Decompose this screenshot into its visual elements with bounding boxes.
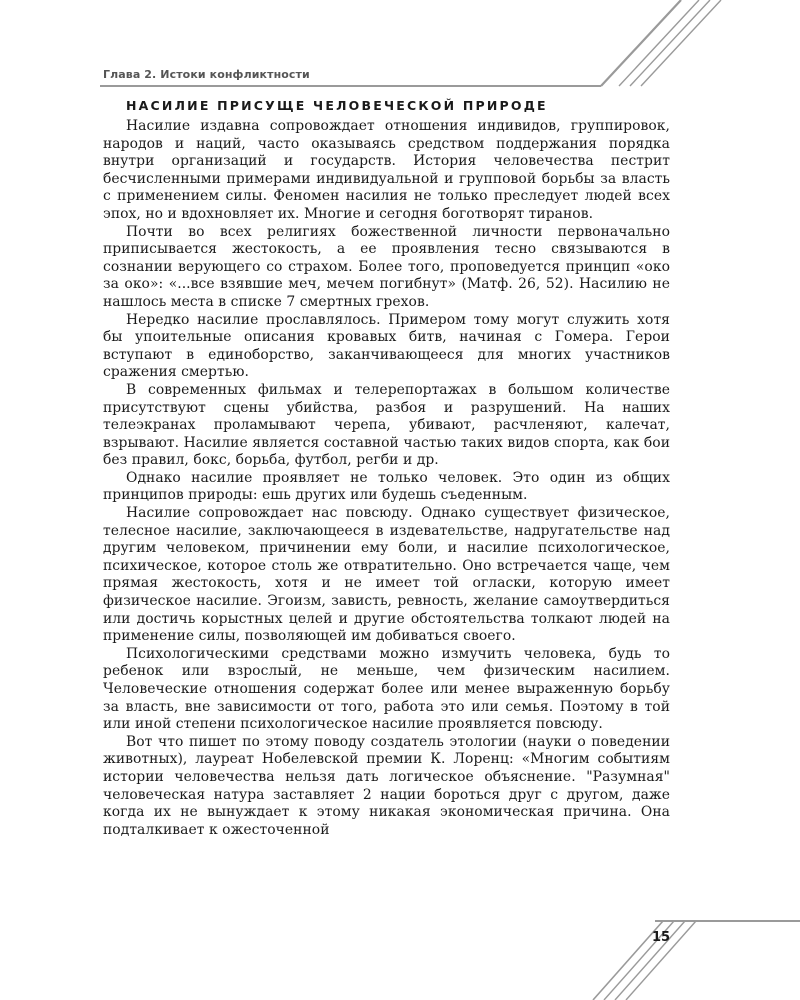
main-text (103, 96, 670, 839)
paragraph: Вот что пишет по этому поводу создатель этологии (науки о поведении животных), лауреат Нобелевской премии К. Лоренц: «Многим событиям истории человечества нельзя дать логическое объяснение. "Разумная" человеческая натура заставляет 2 нации бороться друг с другом, даже когда их не вынуждает к этому никакая экономическая причина. Она подталкивает к ожесточенной (103, 733, 670, 838)
paragraph: Насилие сопровождает нас повсюду. Однако существует физическое, телесное насилие, заключающееся в издевательстве, надругательстве над другим человеком, причинении ему боли, и насилие психологическое, психическое, которое столь же отвратительно. Оно встречается чаще, чем прямая жестокость, хотя и не имеет той огласки, которую имеет физическое насилие. Эгоизм, зависть, ревность, желание самоутвердиться или достичь корыстных целей и другие обстоятельства толкают людей на применение силы, позволяющей им добиваться своего. (103, 505, 670, 645)
paragraph: Нередко насилие прославлялось. Примером тому могут служить хотя бы упоительные описания кровавых битв, начиная с Гомера. Герои вступают в единоборство, заканчивающееся для многих участников сражения смертью. (103, 311, 670, 381)
running-head: Глава 2. Истоки конфликтности (103, 68, 310, 81)
page-number: 15 (652, 930, 671, 945)
section-title: НАСИЛИЕ ПРИСУЩЕ ЧЕЛОВЕЧЕСКОЙ ПРИРОДЕ (126, 98, 548, 113)
paragraph: Насилие издавна сопровождает отношения индивидов, группировок, народов и наций, часто оказываясь средством поддержания порядка внутри организаций и государств. История человечества пестрит бесчисленными примерами индивидуальной и групповой борьбы за власть с применением силы. Феномен насилия не только преследует людей всех эпох, но и вдохновляет их. Многие и сегодня боготворят тиранов. (103, 118, 670, 222)
paragraph: Психологическими средствами можно измучить человека, будь то ребенок или взрослый, не меньше, чем физическим насилием. Человеческие отношения содержат более или менее выраженную борьбу за власть, вне зависимости от того, работа это или семья. Поэтому в той или иной степени психологическое насилие проявляется повсюду. (103, 645, 670, 733)
header-stripes-decoration (601, 0, 721, 86)
paragraph: Почти во всех религиях божественной личности первоначально приписывается жестокость, а ее проявления тесно связываются в сознании верующего со страхом. Более того, проповедуется принцип «око за око»: «...все взявшие меч, мечем погибнут» (Матф. 26, 52). Насилию не нашлось места в списке 7 смертных грехов. (103, 223, 670, 310)
paragraph: В современных фильмах и телерепортажах в большом количестве присутствуют сцены убийства, разбоя и разрушений. На наших телеэкранах проламывают черепа, убивают, расчленяют, калечат, взрывают. Насилие является составной частью таких видов спорта, как бои без правил, бокс, борьба, футбол, регби и др. (103, 381, 670, 469)
footer-stripes-decoration (593, 921, 696, 1000)
paragraph: Однако насилие проявляет не только человек. Это один из общих принципов природы: ешь других или будешь съеденным. (103, 469, 670, 504)
